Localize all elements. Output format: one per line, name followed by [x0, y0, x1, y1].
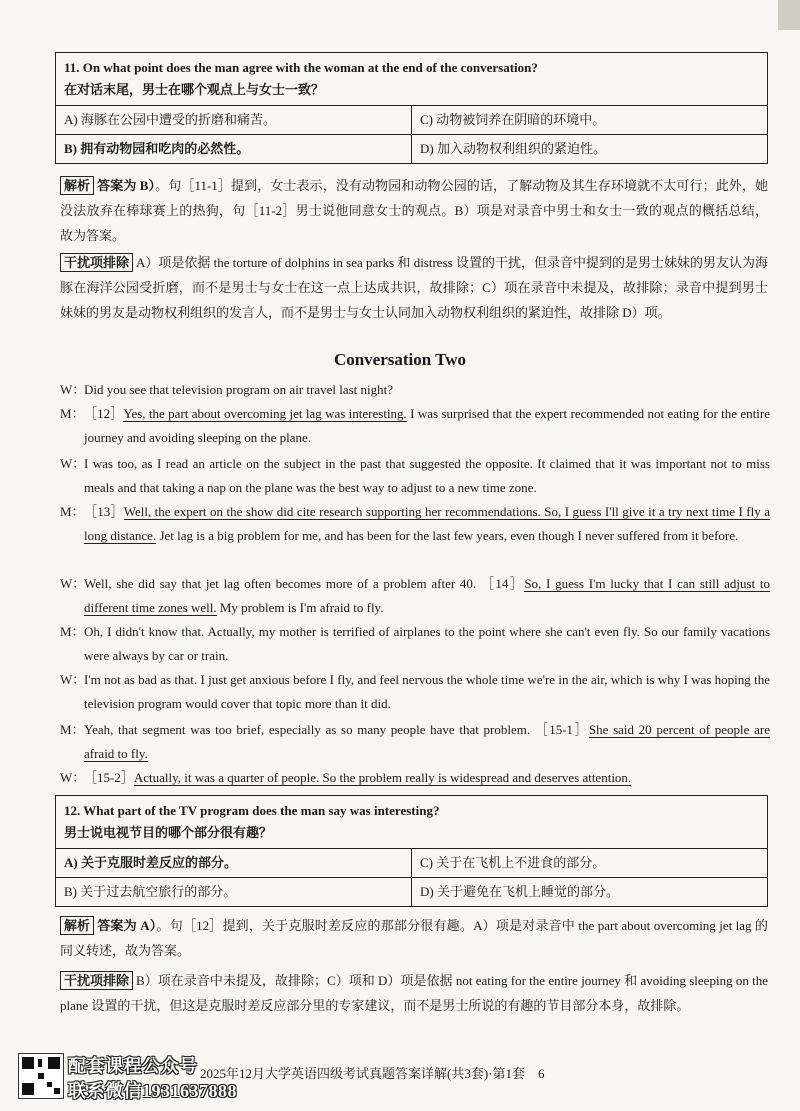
question-12-zh: 男士说电视节目的哪个部分很有趣？: [64, 825, 273, 840]
watermark-line-2: 联系微信1931637888: [68, 1081, 237, 1101]
dialog-line-4: M： ［13］Well, the expert on the show did cite research supporting her recommendations. So, I guess I'll give it a try next time I fly a long distance. Jet lag is a big problem for me, and has been for the last few years, even though I never suffered from it before.: [60, 504, 770, 543]
question-11-zh: 在对话末尾，男士在哪个观点上与女士一致？: [64, 82, 325, 97]
question-11-stem: [56, 53, 768, 106]
distractor-tag: 干扰项排除: [60, 253, 133, 272]
analysis-tag: 解析: [60, 176, 94, 195]
question-12-en: 12. What part of the TV program does the man say was interesting?: [64, 803, 440, 818]
dialog-line-2: M： ［12］Yes, the part about overcoming jet lag was interesting. I was surprised that the expert recommended not eating for the entire journey and avoiding sleeping on the plane.: [60, 406, 770, 445]
analysis-11: [60, 173, 768, 248]
watermark-line-1: 配套课程公众号: [68, 1056, 198, 1076]
analysis-tag: 解析: [60, 916, 94, 935]
distractor-tag: 干扰项排除: [60, 971, 133, 990]
analysis-12: [60, 913, 768, 963]
dialog-line-8: M： Yeah, that segment was too brief, especially as so many people have that problem. ［15-1］She said 20 percent of people are afraid to fly.: [60, 722, 770, 761]
distractor-12: [60, 968, 768, 1018]
option-c: C) 关于在飞机上不进食的部分。: [412, 849, 768, 878]
dialog-line-1: W： Did you see that television program on air travel last night?: [60, 382, 394, 397]
answer-12: 答案为 A）: [97, 918, 157, 933]
analysis-11-text: 。句［11-1］提到，女士表示，没有动物园和动物公园的话，了解动物及其生存环境就不太可行；此外，她没法放弃在棒球赛上的热狗，句［11-2］男士说他同意女士的观点。B）项是对录音中男士和女士一致的观点的概括总结，故为答案。: [60, 178, 768, 243]
option-b: B) 拥有动物园和吃肉的必然性。: [56, 135, 412, 164]
dialog-line-9: W： ［15-2］Actually, it was a quarter of people. So the problem really is widespread and deserves attention.: [60, 770, 632, 785]
section-heading: Conversation Two: [333, 350, 467, 369]
option-a: A) 关于克服时差反应的部分。: [56, 849, 412, 878]
option-d: D) 关于避免在飞机上睡觉的部分。: [412, 878, 768, 907]
dialog-line-3: W： I was too, as I read an article on the subject in the past that suggested the opposite. It claimed that it was important not to miss meals and that taking a nap on the plane was the best way to adjust to a new time zone.: [60, 456, 770, 495]
distractor-11: [60, 250, 768, 325]
dialog-line-6: M： Oh, I didn't know that. Actually, my mother is terrified of airplanes to the point where she can't even fly. So our family vacations were always by car or train.: [60, 624, 770, 663]
page-corner: [778, 0, 800, 30]
distractor-11-text: A）项是依据 the torture of dolphins in sea parks 和 distress 设置的干扰，但录音中提到的是男士妹妹的男友认为海豚在海洋公园受折磨，而不是男士与女士在这一点上达成共识，故排除；C）项在录音中未提及，故排除；录音中提到男士妹妹的男友是动物权利组织的发言人，而不是男士与女士认同加入动物权利组织的紧迫性，故排除 D）项。: [60, 255, 768, 320]
question-12-table: [55, 795, 768, 907]
question-11-table: [55, 52, 768, 164]
dialog-line-7: W： I'm not as bad as that. I just get anxious before I fly, and feel nervous the whole time we're in the air, which is why I was hoping the television program would cover that topic more than it did.: [60, 672, 770, 711]
qr-code-icon: [18, 1053, 64, 1099]
page-footer: 2025年12月大学英语四级考试真题答案详解(共3套)·第1套 6: [200, 1066, 545, 1081]
question-12-stem: [56, 796, 768, 849]
analysis-12-text: 。句［12］提到，关于克服时差反应的那部分很有趣。A）项是对录音中 the part about overcoming jet lag 的同义转述，故为答案。: [60, 918, 768, 958]
option-b: B) 关于过去航空旅行的部分。: [56, 878, 412, 907]
answer-11: 答案为 B）: [97, 178, 156, 193]
option-a: A) 海豚在公园中遭受的折磨和痛苦。: [56, 106, 412, 135]
option-d: D) 加入动物权利组织的紧迫性。: [412, 135, 768, 164]
question-11-en: 11. On what point does the man agree with the woman at the end of the conversation?: [64, 60, 538, 75]
distractor-12-text: B）项在录音中未提及，故排除；C）项和 D）项是依据 not eating for the entire journey 和 avoiding sleeping on the plane 设置的干扰，但这是克服时差反应部分里的专家建议，而不是男士所说的有趣的节目部分本身，故排除。: [60, 973, 768, 1013]
dialog-line-5: W： Well, she did say that jet lag often becomes more of a problem after 40. ［14］So, I guess I'm lucky that I can still adjust to different time zones well. My problem is I'm afraid to fly.: [60, 576, 770, 615]
option-c: C) 动物被饲养在阴暗的环境中。: [412, 106, 768, 135]
